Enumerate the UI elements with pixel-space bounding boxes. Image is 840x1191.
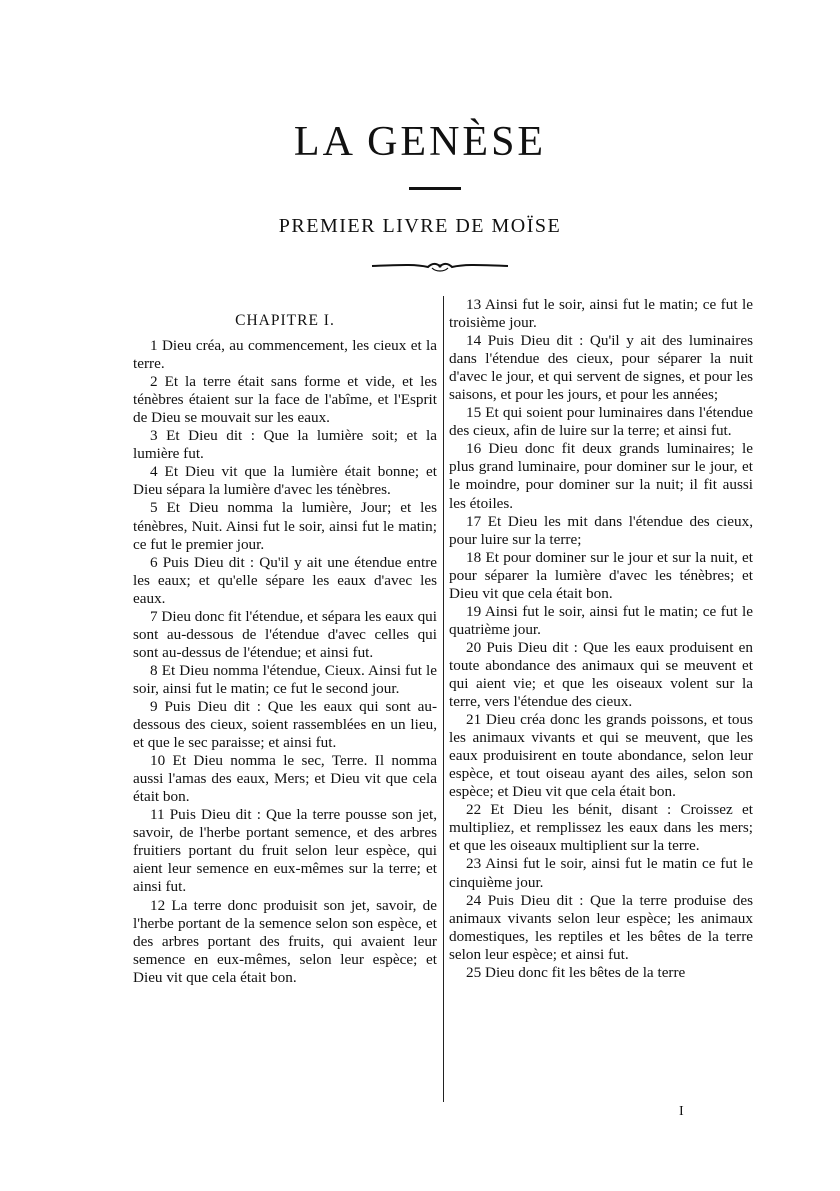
verse: 17 Et Dieu les mit dans l'étendue des cieux, pour luire sur la terre; — [449, 512, 753, 548]
verse: 24 Puis Dieu dit : Que la terre produise des animaux vivants selon leur espèce; les animaux domestiques, les reptiles et les bêtes de la terre selon leur espèce; et ainsi fut. — [449, 891, 753, 963]
ornament-flourish — [370, 258, 510, 274]
right-column — [449, 296, 753, 982]
verse: 11 Puis Dieu dit : Que la terre pousse son jet, savoir, de l'herbe portant semence, et des arbres fruitiers portant du fruit selon leur espèce, qui aient leur semence en eux-mêmes sur la terre; et ainsi fut. — [133, 806, 437, 896]
left-column — [133, 296, 437, 987]
column-divider — [443, 296, 444, 1102]
verse: 1 Dieu créa, au commencement, les cieux et la terre. — [133, 337, 437, 373]
verse: 5 Et Dieu nomma la lumière, Jour; et les ténèbres, Nuit. Ainsi fut le soir, ainsi fut le matin; ce fut le premier jour. — [133, 499, 437, 553]
chapter-heading: CHAPITRE I. — [235, 312, 335, 329]
verse: 19 Ainsi fut le soir, ainsi fut le matin; ce fut le quatrième jour. — [449, 602, 753, 638]
verse: 12 La terre donc produisit son jet, savoir, de l'herbe portant de la semence selon son espèce, et des arbres portant des fruits, qui avaient leur semence en eux-mêmes, selon leur espèce; et Dieu vit que cela était bon. — [133, 896, 437, 986]
verse: 25 Dieu donc fit les bêtes de la terre — [466, 963, 686, 981]
verse: 3 Et Dieu dit : Que la lumière soit; et la lumière fut. — [133, 427, 437, 463]
verse: 4 Et Dieu vit que la lumière était bonne; et Dieu sépara la lumière d'avec les ténèbres. — [133, 463, 437, 499]
verse: 9 Puis Dieu dit : Que les eaux qui sont au-dessous des cieux, soient rassemblées en un lieu, et que le sec paraisse; et ainsi fut. — [133, 697, 437, 752]
verse: 21 Dieu créa donc les grands poissons, et tous les animaux vivants et qui se meuvent, que les eaux produisirent en toute abondance, selon leur espèce, et tout oiseau ayant des ailes, selon son espèce; et Dieu vit que cela était bon. — [449, 711, 753, 801]
verse: 16 Dieu donc fit deux grands luminaires; le plus grand luminaire, pour dominer sur le jour, et le moindre, pour dominer sur la nuit; il fit aussi les étoiles. — [449, 440, 753, 512]
book-subtitle: PREMIER LIVRE DE MOÏSE — [278, 215, 562, 237]
book-title: LA GENÈSE — [293, 119, 547, 165]
verse: 22 Et Dieu les bénit, disant : Croissez et multipliez, et remplissez les eaux dans les mers; et que les oiseaux multiplient sur la terre. — [449, 801, 753, 855]
verse: 23 Ainsi fut le soir, ainsi fut le matin ce fut le cinquième jour. — [449, 855, 753, 891]
verse: 18 Et pour dominer sur le jour et sur la nuit, et pour séparer la lumière d'avec les ténèbres; et Dieu vit que cela était bon. — [449, 548, 753, 602]
verse: 15 Et qui soient pour luminaires dans l'étendue des cieux, afin de luire sur la terre; et ainsi fut. — [449, 404, 753, 440]
verse: 20 Puis Dieu dit : Que les eaux produisent en toute abondance des animaux qui se meuvent et qui aient vie; et que les oiseaux volent sur la terre, vers l'étendue des cieux. — [449, 638, 753, 711]
verse: 2 Et la terre était sans forme et vide, et les ténèbres étaient sur la face de l'abîme, et l'Esprit de Dieu se mouvait sur les eaux. — [133, 373, 437, 427]
verse: 13 Ainsi fut le soir, ainsi fut le matin; ce fut le troisième jour. — [449, 296, 753, 332]
folio-mark: I — [679, 1104, 684, 1119]
verse: 7 Dieu donc fit l'étendue, et sépara les eaux qui sont au-dessous de l'étendue d'avec celles qui sont au-dessus de l'étendue; et ainsi fut. — [133, 607, 437, 661]
verse: 10 Et Dieu nomma le sec, Terre. Il nomma aussi l'amas des eaux, Mers; et Dieu vit que cela était bon. — [133, 752, 437, 806]
verse: 14 Puis Dieu dit : Qu'il y ait des luminaires dans l'étendue des cieux, pour séparer la nuit d'avec le jour, et qui servent de signes, et pour les saisons, et pour les jours, et pour les années; — [449, 332, 753, 404]
title-rule — [409, 187, 461, 190]
verse: 6 Puis Dieu dit : Qu'il y ait une étendue entre les eaux; et qu'elle sépare les eaux d'avec les eaux. — [133, 553, 437, 607]
verse: 8 Et Dieu nomma l'étendue, Cieux. Ainsi fut le soir, ainsi fut le matin; ce fut le second jour. — [133, 661, 437, 697]
